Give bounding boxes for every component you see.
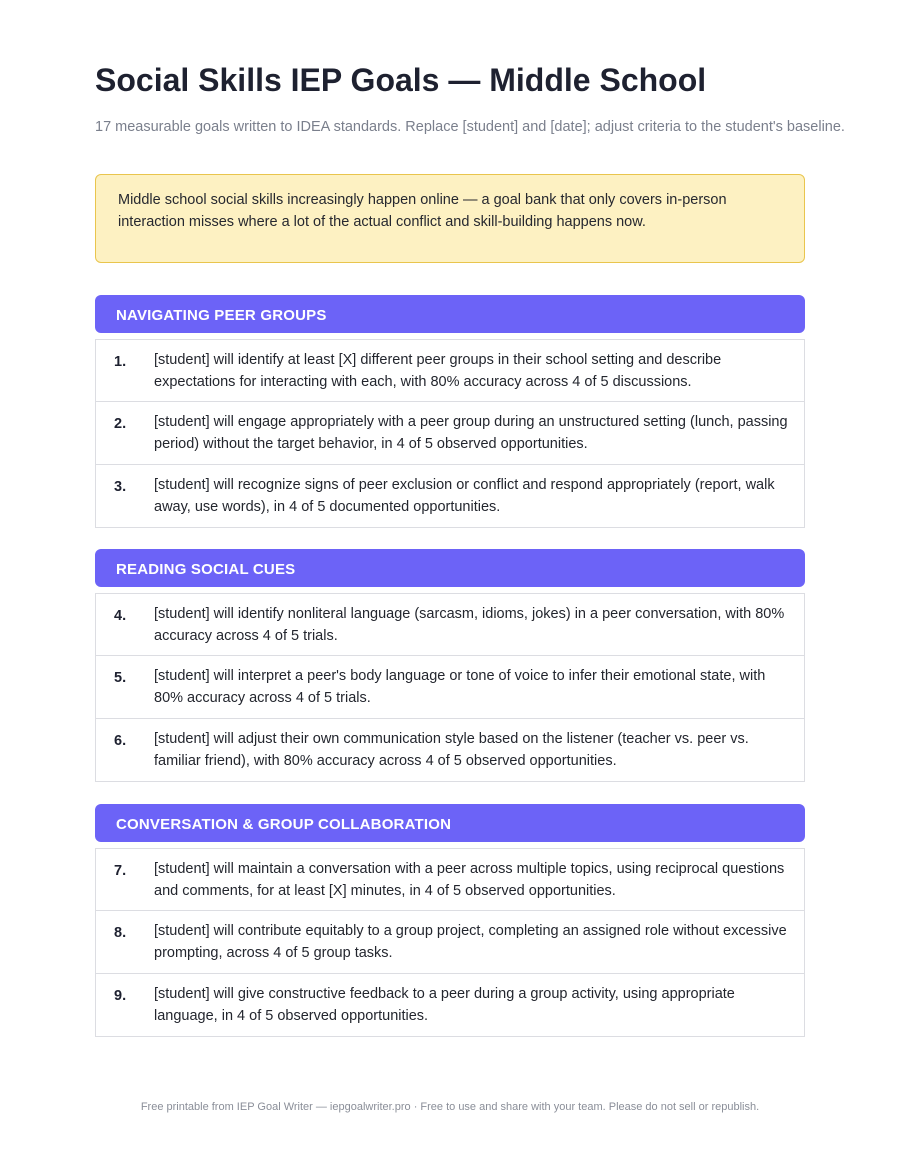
section-header: NAVIGATING PEER GROUPS [95,295,805,333]
goal-item [95,719,805,782]
section-conversation-group-collaboration [95,804,805,1037]
goal-text: [student] will adjust their own communication style based on the listener (teacher vs. peer vs. familiar friend), with 80% accuracy across 4 of 5 observed opportunities. [154,731,749,769]
goal-number: 4. [114,608,127,624]
section-header: CONVERSATION & GROUP COLLABORATION [95,804,805,842]
goal-number: 1. [114,354,127,370]
section-navigating-peer-groups [95,295,805,528]
goal-number: 3. [114,479,127,495]
section-header: READING SOCIAL CUES [95,549,805,587]
goal-number: 7. [114,863,127,879]
page-subtitle: 17 measurable goals written to IDEA standards. Replace [student] and [date]; adjust criteria to the student's baseline. [95,119,845,135]
goal-text: [student] will maintain a conversation with a peer across multiple topics, using reciprocal questions and comments, for at least [X] minutes, in 4 of 5 observed opportunities. [154,861,785,899]
goal-text: [student] will recognize signs of peer exclusion or conflict and respond appropriately (report, walk away, use words), in 4 of 5 documented opportunities. [154,477,775,515]
goal-item [95,402,805,465]
goal-item [95,974,805,1037]
goal-item [95,593,805,656]
goal-item [95,656,805,719]
goal-number: 2. [114,416,127,432]
goal-number: 8. [114,925,127,941]
page-title: Social Skills IEP Goals — Middle School [95,62,707,98]
goal-item [95,339,805,402]
goal-item [95,911,805,974]
goal-text: [student] will interpret a peer's body language or tone of voice to infer their emotional state, with 80% accuracy across 4 of 5 trials. [154,668,766,706]
page-footer: Free printable from IEP Goal Writer — iepgoalwriter.pro · Free to use and share with your team. Please do not sell or republish. [140,1101,760,1113]
goal-number: 9. [114,988,127,1004]
goal-text: [student] will identify at least [X] different peer groups in their school setting and describe expectations for interacting with each, with 80% accuracy across 4 of 5 discussions. [154,352,722,390]
goal-item [95,848,805,911]
goal-number: 5. [114,670,127,686]
callout-note: Middle school social skills increasingly happen online — a goal bank that only covers in-person interaction misses where a lot of the actual conflict and skill-building happens now. [95,174,805,263]
goal-text: [student] will contribute equitably to a group project, completing an assigned role without excessive prompting, across 4 of 5 group tasks. [154,923,787,961]
goal-text: [student] will engage appropriately with a peer group during an unstructured setting (lunch, passing period) without the target behavior, in 4 of 5 observed opportunities. [154,414,788,452]
goal-text: [student] will give constructive feedback to a peer during a group activity, using appropriate language, in 4 of 5 observed opportunities. [154,986,735,1024]
goal-text: [student] will identify nonliteral language (sarcasm, idioms, jokes) in a peer conversation, with 80% accuracy across 4 of 5 trials. [154,606,785,644]
goal-item [95,465,805,528]
goal-number: 6. [114,733,127,749]
section-reading-social-cues [95,549,805,782]
